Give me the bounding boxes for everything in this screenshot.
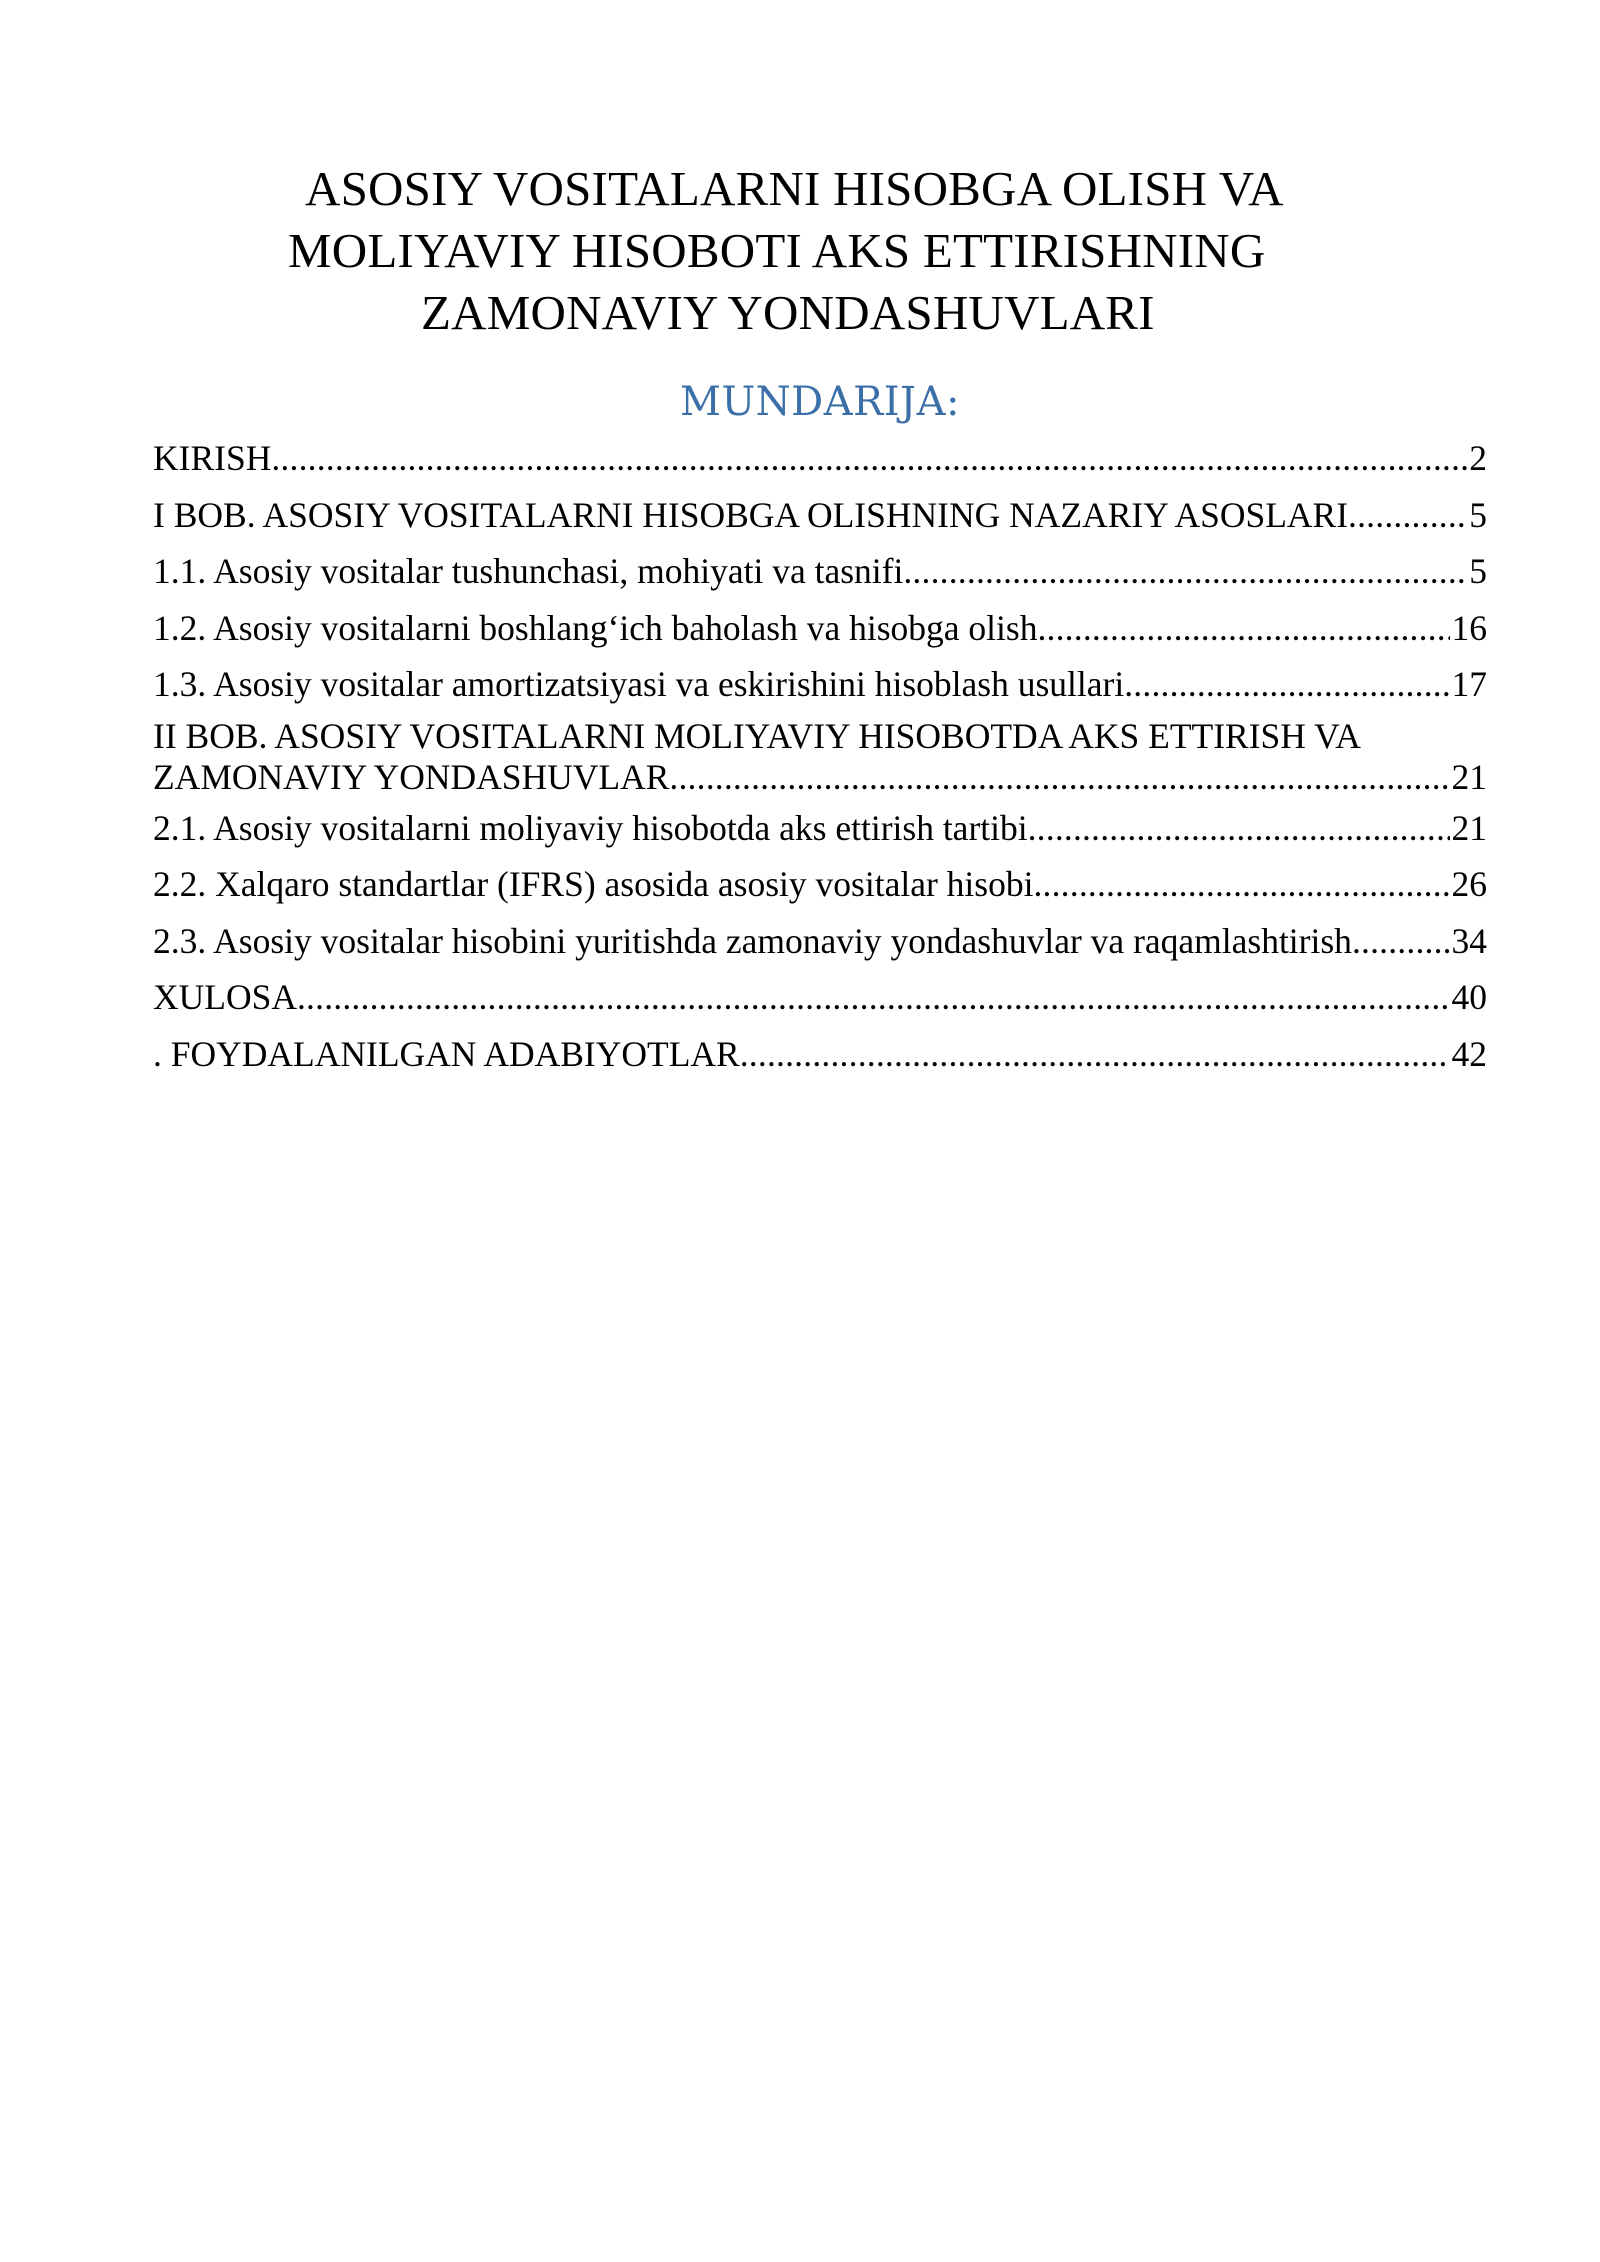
toc-page-number: 42: [1451, 1033, 1487, 1074]
toc-heading: MUNDARIJA:: [680, 379, 960, 425]
toc-dot-leader: [669, 757, 1449, 798]
toc-entry-chapter-1[interactable]: [153, 487, 1487, 544]
toc-entry-2-3[interactable]: [153, 913, 1487, 970]
toc-page-number: 21: [1451, 756, 1487, 797]
toc-entry-xulosa[interactable]: [153, 969, 1487, 1026]
toc-dot-leader: [1033, 856, 1449, 913]
toc-entry-label: KIRISH: [153, 438, 272, 478]
toc-page-number: 16: [1451, 607, 1487, 648]
toc-entry-kirish[interactable]: [153, 430, 1487, 487]
toc-dot-leader: [1037, 600, 1449, 657]
toc-page-number: 17: [1451, 664, 1487, 704]
title-line: ZAMONAVIY YONDASHUVLARI: [421, 285, 1155, 340]
toc-entry-label: 1.1. Asosiy vositalar tushunchasi, mohiyati va tasnifi: [153, 551, 904, 591]
toc-dot-leader: [297, 969, 1450, 1026]
toc-dot-leader: [903, 543, 1467, 600]
toc-page-number: 40: [1451, 977, 1487, 1017]
toc-page-number: 2: [1469, 438, 1487, 478]
toc-dot-leader: [1124, 656, 1449, 713]
toc-entry-1-1[interactable]: [153, 543, 1487, 600]
table-of-contents: [153, 430, 1487, 1082]
toc-dot-leader: [1348, 487, 1467, 544]
title-line: ASOSIY VOSITALARNI HISOBGA OLISH VA: [305, 161, 1284, 216]
toc-page-number: 5: [1469, 551, 1487, 591]
toc-page-number: 26: [1451, 864, 1487, 904]
toc-entry-1-3[interactable]: [153, 656, 1487, 713]
toc-dot-leader: [1028, 800, 1450, 857]
toc-entry-1-2[interactable]: [153, 600, 1487, 657]
toc-entry-2-2[interactable]: [153, 856, 1487, 913]
toc-dot-leader: [271, 430, 1467, 487]
toc-entry-continuation: [153, 757, 1487, 798]
toc-entry-label: 2.2. Xalqaro standartlar (IFRS) asosida asosiy vositalar hisobi: [153, 864, 1034, 904]
toc-entry-label: XULOSA: [153, 977, 297, 1017]
toc-entry-label: I BOB. ASOSIY VOSITALARNI HISOBGA OLISHNING NAZARIY ASOSLARI: [153, 494, 1349, 535]
document-title: [150, 158, 1490, 344]
toc-entry-label: 1.2. Asosiy vositalarni boshlang‘ich baholash va hisobga olish: [153, 607, 1038, 648]
toc-page-number: 34: [1451, 920, 1487, 961]
toc-entry-2-1[interactable]: [153, 800, 1487, 857]
toc-entry-chapter-2[interactable]: [153, 713, 1487, 800]
toc-entry-references[interactable]: [153, 1026, 1487, 1083]
toc-entry-label: ZAMONAVIY YONDASHUVLAR: [153, 756, 670, 797]
toc-dot-leader: [740, 1026, 1450, 1083]
toc-entry-label: 1.3. Asosiy vositalar amortizatsiyasi va eskirishini hisoblash usullari: [153, 664, 1125, 704]
toc-dot-leader: [1352, 913, 1450, 970]
toc-entry-label: 2.3. Asosiy vositalar hisobini yuritishda zamonaviy yondashuvlar va raqamlashtirish: [153, 920, 1352, 961]
toc-page-number: 5: [1469, 494, 1487, 535]
toc-page-number: 21: [1451, 807, 1487, 848]
title-line: MOLIYAVIY HISOBOTI AKS ETTIRISHNING: [288, 223, 1266, 278]
toc-entry-label: II BOB. ASOSIY VOSITALARNI MOLIYAVIY HISOBOTDA AKS ETTIRISH VA: [153, 715, 1361, 756]
toc-entry-label: . FOYDALANILGAN ADABIYOTLAR: [153, 1033, 740, 1074]
toc-entry-label: 2.1. Asosiy vositalarni moliyaviy hisobotda aks ettirish tartibi: [153, 807, 1028, 848]
